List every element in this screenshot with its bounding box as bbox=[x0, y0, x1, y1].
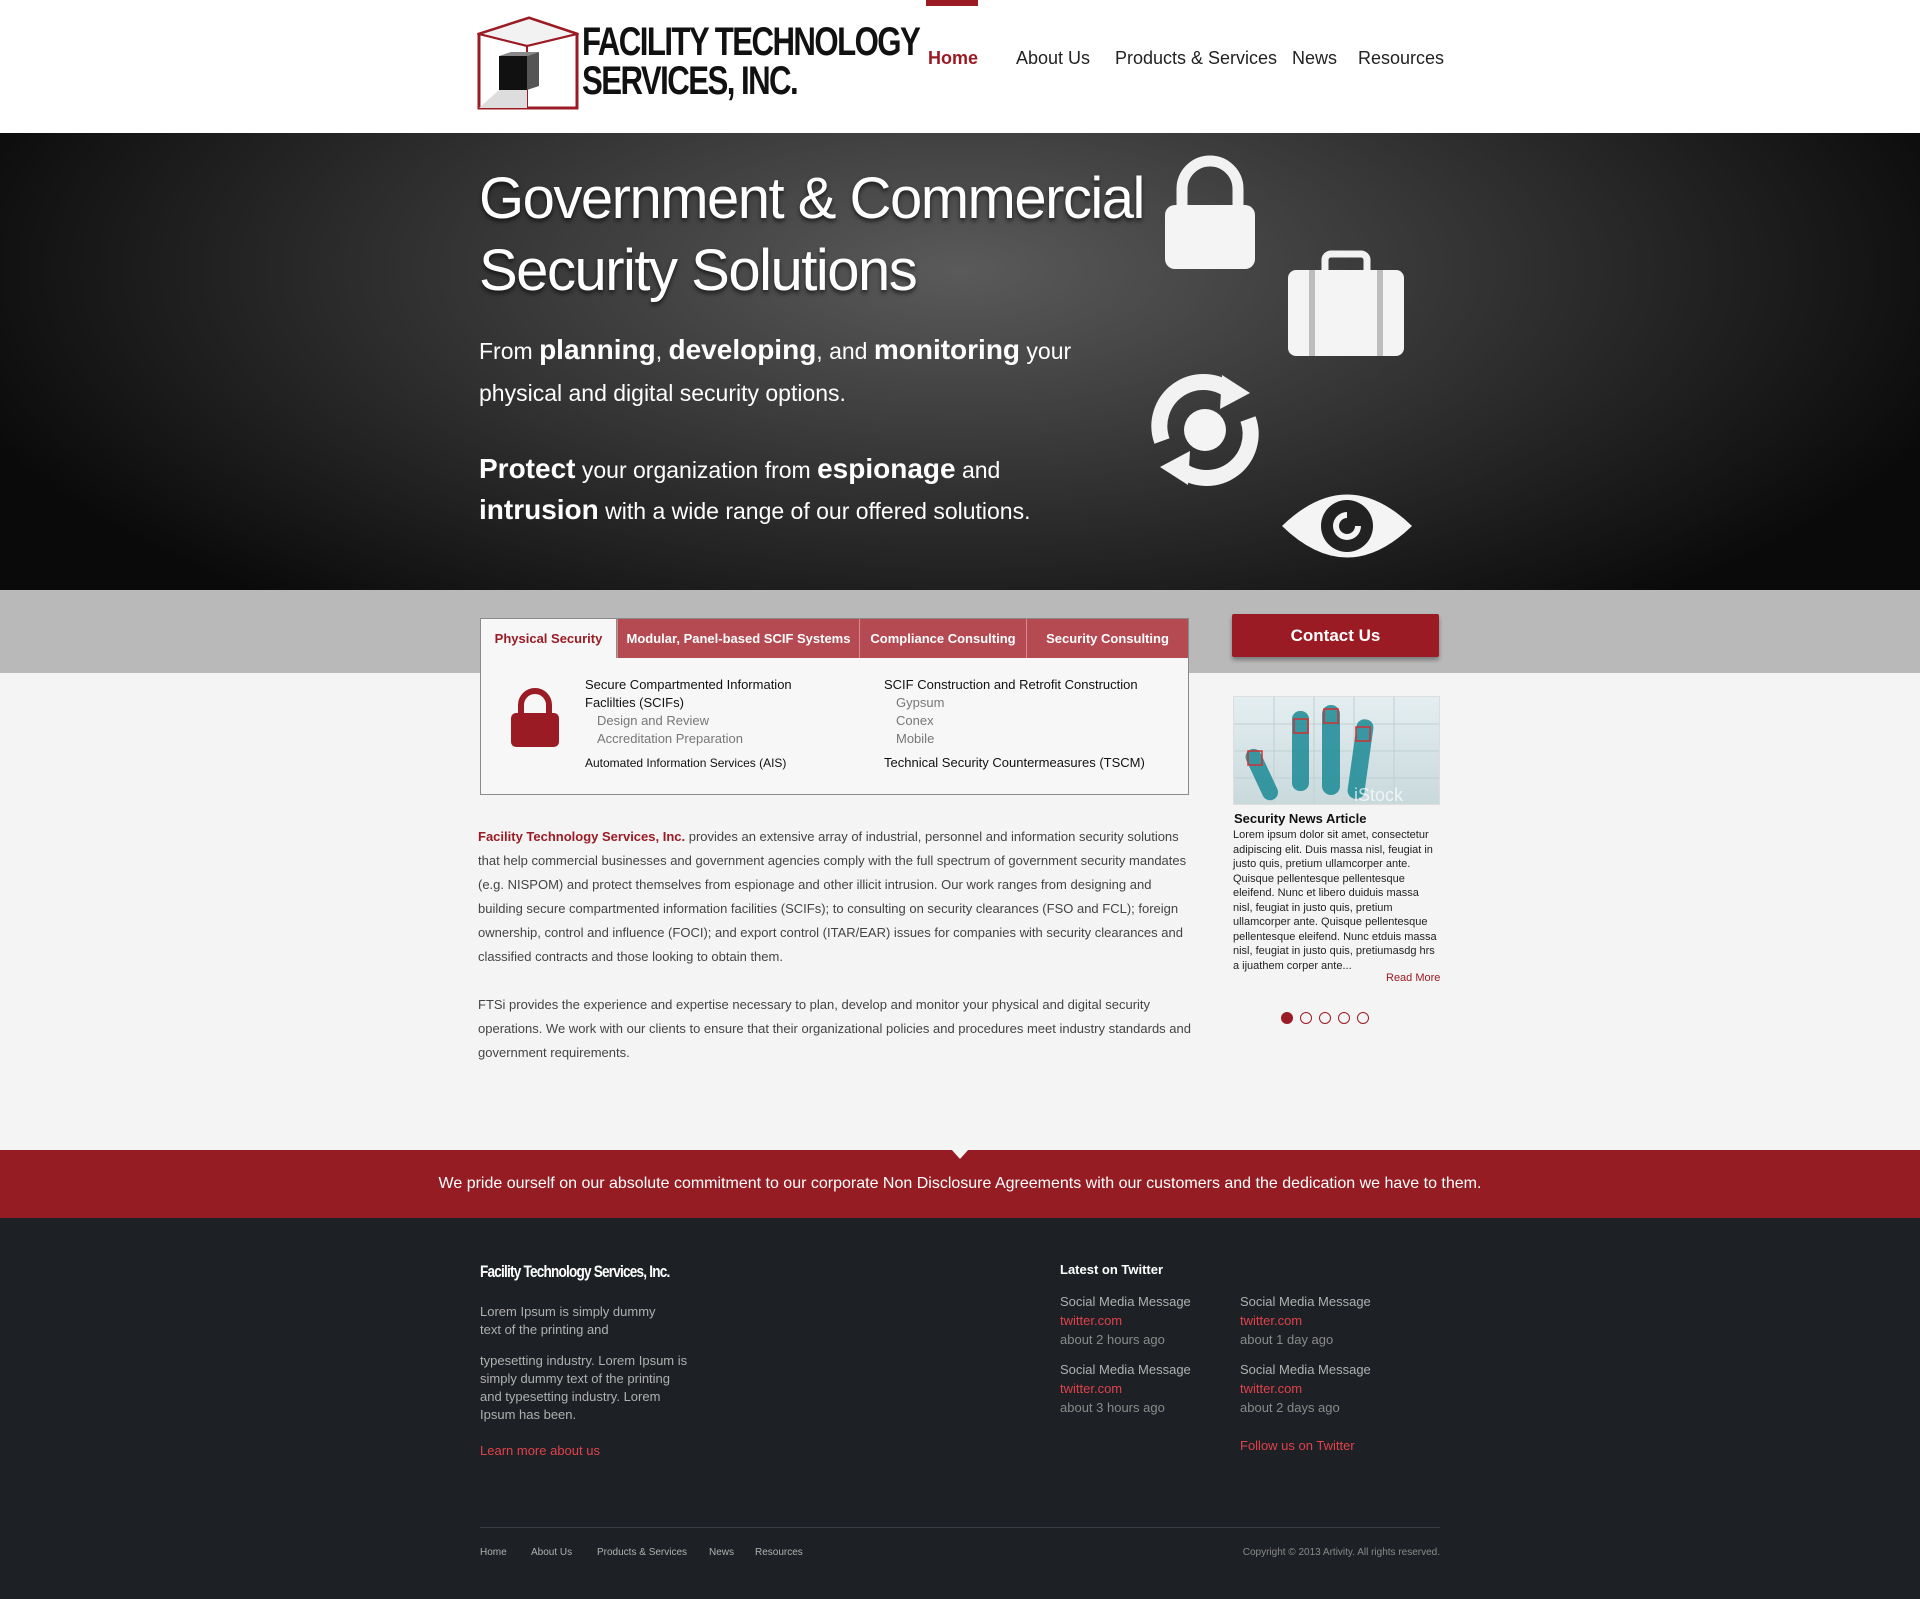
news-article-image[interactable] bbox=[1233, 696, 1440, 805]
physical-security-list-1 bbox=[585, 676, 845, 772]
footer-nav-resources[interactable]: Resources bbox=[755, 1547, 803, 1558]
tweet-message: Social Media Message bbox=[1240, 1294, 1371, 1309]
slider-dot[interactable] bbox=[1281, 1012, 1293, 1024]
tweet bbox=[1240, 1360, 1400, 1417]
commitment-banner-text: We pride ourself on our absolute commitment to our corporate Non Disclosure Agreements with our customers and the dedication we have to them. bbox=[438, 1175, 1482, 1192]
hero-tagline-2: Protect your organization from espionage and intrusion with a wide range of our offered solutions. bbox=[479, 453, 1031, 525]
hero-title-line1: Government & Commercial bbox=[479, 166, 1144, 231]
commitment-banner bbox=[0, 1150, 1920, 1218]
footer-divider bbox=[480, 1527, 1440, 1528]
tweet-time: about 1 day ago bbox=[1240, 1332, 1334, 1347]
twitter-heading: Latest on Twitter bbox=[1060, 1262, 1164, 1277]
footer-nav-products-services[interactable]: Products & Services bbox=[597, 1547, 688, 1558]
learn-more-link[interactable]: Learn more about us bbox=[480, 1443, 600, 1458]
tweet-time: about 3 hours ago bbox=[1060, 1400, 1165, 1415]
physical-security-list-2 bbox=[884, 676, 1174, 772]
tweet-link[interactable]: twitter.com bbox=[1060, 1313, 1123, 1328]
nav-home[interactable]: Home bbox=[928, 48, 979, 68]
tweet-message: Social Media Message bbox=[1060, 1294, 1191, 1309]
site-header bbox=[0, 0, 1920, 133]
tweet bbox=[1060, 1292, 1220, 1349]
tweet-link[interactable]: twitter.com bbox=[1240, 1313, 1303, 1328]
footer-nav-news[interactable]: News bbox=[709, 1547, 735, 1558]
slider-dot[interactable] bbox=[1319, 1012, 1331, 1024]
list-item: Automated Information Services (AIS) bbox=[585, 756, 787, 770]
tweet-link[interactable]: twitter.com bbox=[1240, 1381, 1303, 1396]
slider-dot[interactable] bbox=[1300, 1012, 1312, 1024]
nav-resources[interactable]: Resources bbox=[1358, 48, 1445, 68]
refresh-icon bbox=[1138, 363, 1272, 497]
intro-text bbox=[478, 825, 1193, 1089]
hero-banner bbox=[0, 133, 1920, 590]
tweet-link[interactable]: twitter.com bbox=[1060, 1381, 1123, 1396]
slider-pagination bbox=[1281, 1011, 1376, 1029]
tweet-time: about 2 hours ago bbox=[1060, 1332, 1165, 1347]
lock-icon bbox=[1160, 155, 1260, 273]
banner-notch bbox=[951, 1149, 969, 1159]
svg-text:iStock: iStock bbox=[1354, 785, 1404, 805]
lock-icon bbox=[509, 687, 561, 749]
list-item: SCIF Construction and Retrofit Construction bbox=[884, 677, 1138, 692]
contact-us-button[interactable]: Contact Us bbox=[1232, 614, 1439, 657]
hero-title bbox=[479, 163, 1144, 307]
tab-compliance-consulting[interactable]: Compliance Consulting bbox=[859, 619, 1026, 658]
eye-icon bbox=[1278, 485, 1416, 567]
footer-logo-text: Facility Technology Services, Inc. bbox=[480, 1262, 670, 1281]
tab-bar bbox=[481, 619, 1188, 658]
hero-tagline-1: From planning, developing, and monitoring your physical and digital security options. bbox=[479, 334, 1072, 406]
tweet-message: Social Media Message bbox=[1060, 1362, 1191, 1377]
list-item: Secure Compartmented Information Faclilties (SCIFs) bbox=[585, 677, 792, 710]
list-subitem: Conex bbox=[896, 713, 934, 728]
list-subitem: Design and Review bbox=[597, 713, 710, 728]
news-article-excerpt: Lorem ipsum dolor sit amet, consectetur adipiscing elit. Duis massa nisl, feugiat in justo quis, pretium ullamcorper ante. Quisque pellentesque pellentesque eleifend. Nunc et libero duiduis massa nisl, feugiat in justo quis, pretium ullamcorper ante. Quisque pellentesque pellentesque eleifend. Nunc etduis massa nisl, feugiat in justo quis, pretiumasdg hrs a ijuathem corper ante... bbox=[1233, 829, 1437, 972]
footer-about-text-2: typesetting industry. Lorem Ipsum is simply dummy text of the printing and typesetting industry. Lorem Ipsum has been. bbox=[480, 1353, 688, 1422]
slider-dot[interactable] bbox=[1357, 1012, 1369, 1024]
main-nav bbox=[0, 0, 1920, 133]
list-subitem: Mobile bbox=[896, 731, 935, 746]
tweet-message: Social Media Message bbox=[1240, 1362, 1371, 1377]
list-subitem: Accreditation Preparation bbox=[597, 731, 743, 746]
tab-modular-scif-systems[interactable]: Modular, Panel-based SCIF Systems bbox=[617, 619, 859, 658]
follow-twitter-link[interactable]: Follow us on Twitter bbox=[1240, 1438, 1355, 1453]
intro-paragraph-2: FTSi provides the experience and expertise necessary to plan, develop and monitor your physical and digital security operations. We work with our clients to ensure that their organizational policies and procedures meet industry standards and government requirements. bbox=[478, 997, 1191, 1060]
list-subitem: Gypsum bbox=[896, 695, 945, 710]
list-item: Technical Security Countermeasures (TSCM) bbox=[884, 755, 1145, 770]
copyright-text: Copyright © 2013 Artivity. All rights reserved. bbox=[1242, 1547, 1440, 1558]
nav-products-services[interactable]: Products & Services bbox=[1115, 48, 1278, 68]
footer-nav-about-us[interactable]: About Us bbox=[531, 1547, 573, 1558]
fingerprint-hand-image bbox=[1234, 697, 1440, 805]
tab-security-consulting[interactable]: Security Consulting bbox=[1026, 619, 1188, 658]
briefcase-icon bbox=[1285, 250, 1407, 362]
tab-physical-security[interactable]: Physical Security bbox=[481, 619, 617, 658]
news-article-title[interactable]: Security News Article bbox=[1234, 811, 1367, 826]
intro-paragraph-1: Facility Technology Services, Inc. provides an extensive array of industrial, personnel and information security solutions that help commercial businesses and government agencies comply with the full spectrum of government security mandates (e.g. NISPOM) and protect themselves from espionage and other illicit intrusion. Our work ranges from designing and building secure compartmented information facilities (SCIFs); to consulting on security clearances (FSO and FCL); foreign ownership, control and influence (FOCI); and export control (ITAR/EAR) issues for companies with security clearances and classified contracts and those looking to obtain them. bbox=[478, 829, 1187, 964]
nav-news[interactable]: News bbox=[1292, 48, 1338, 68]
nav-about-us[interactable]: About Us bbox=[1016, 48, 1091, 68]
footer-about-text-1: Lorem Ipsum is simply dummy text of the printing and bbox=[480, 1304, 656, 1337]
hero-title-line2: Security Solutions bbox=[479, 238, 917, 303]
brand-name-link[interactable]: Facility Technology Services, Inc. bbox=[478, 829, 686, 844]
logo-text-line1: FACILITY TECHNOLOGY bbox=[582, 20, 920, 64]
tweet bbox=[1060, 1360, 1220, 1417]
slider-dot[interactable] bbox=[1338, 1012, 1350, 1024]
tweet bbox=[1240, 1292, 1400, 1349]
footer-nav-home[interactable]: Home bbox=[480, 1547, 507, 1558]
read-more-link[interactable]: Read More bbox=[1386, 972, 1441, 984]
logo-text-line2: SERVICES, INC. bbox=[582, 59, 798, 103]
tweet-time: about 2 days ago bbox=[1240, 1400, 1340, 1415]
services-tabs-panel bbox=[480, 618, 1189, 795]
nav-active-indicator bbox=[926, 0, 978, 6]
